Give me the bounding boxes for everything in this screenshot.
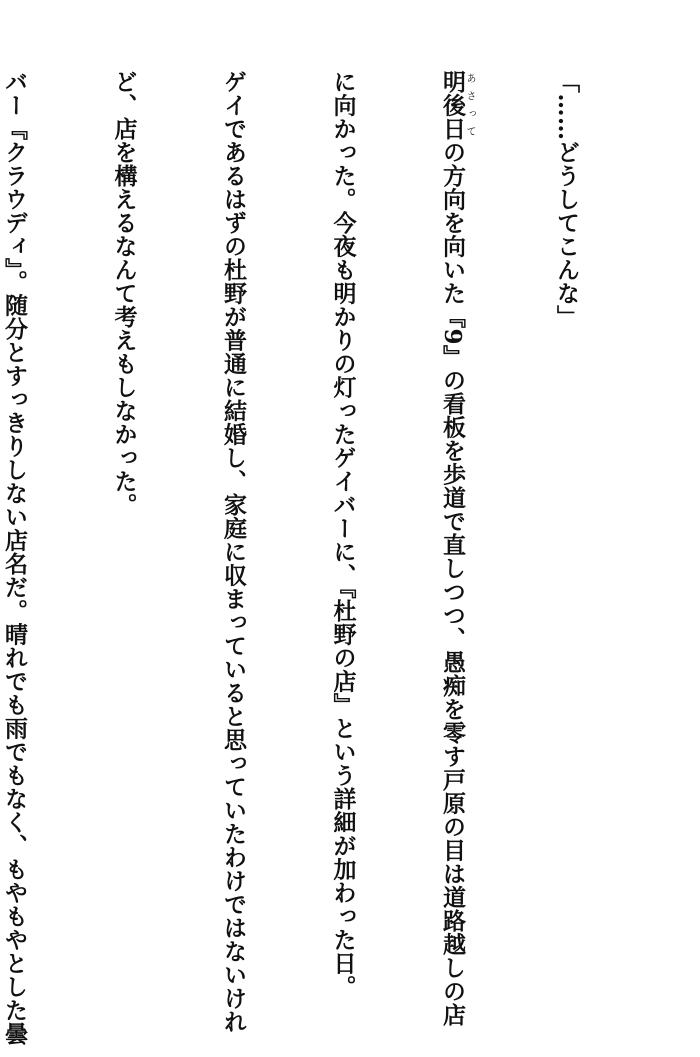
text-line-6: バー『クラウディ』。随分とすっきりしない店名だ。晴れでも雨でもなく、もやもやとした曇: [1, 70, 28, 1046]
text-line-1: 「……どうしてこんな」: [553, 70, 580, 329]
text-line-4: ゲイであるはずの杜野が普通に結婚し、家庭に収まっていると思っていたわけではないけれ: [220, 70, 247, 1034]
text-line-5: ど、店を構えるなんて考えもしなかった。: [110, 70, 138, 517]
text-line-3: に向かった。今夜も明かりの灯ったゲイバーに、『杜野の店』という詳細が加わった日。: [329, 70, 357, 999]
text-line-2: 明後日あさっての方向を向いた『9』の看板を歩道で直しつつ、愚痴を零す戸原の目は道路越しの店: [439, 70, 475, 1027]
ruby-asatte: 明後日あさって: [439, 70, 475, 141]
vertical-text-block: [0, 70, 657, 1046]
